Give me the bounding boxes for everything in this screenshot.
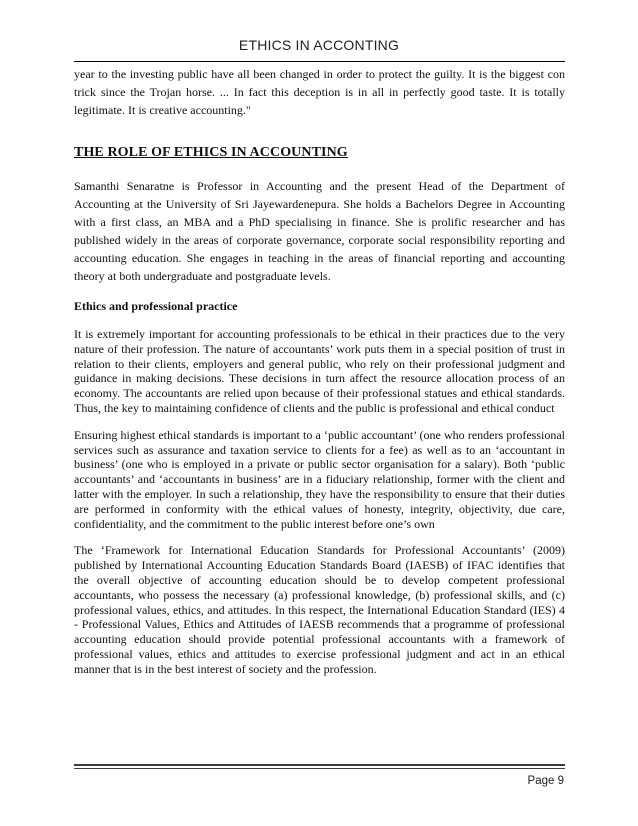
footer-rule xyxy=(74,764,565,766)
author-bio-paragraph: Samanthi Senaratne is Professor in Accounting and the present Head of the Department of Accounting at the University of Sri Jayewardenepura. She holds a Bachelors Degree in Accounting with a first class, an MBA and a PhD specialising in finance. She is prolific researcher and has published widely in the areas of corporate governance, corporate social responsibility reporting and accounting education. She engages in teaching in the areas of financial reporting and accounting theory at both undergraduate and postgraduate levels. xyxy=(74,179,565,283)
header-rule xyxy=(74,61,565,62)
page-number: Page 9 xyxy=(527,775,564,787)
footer-rule-thin xyxy=(74,768,565,769)
subsection-heading: Ethics and professional practice xyxy=(74,299,238,313)
body-paragraph: Ensuring highest ethical standards is important to a ‘public accountant’ (one who renders professional services such as assurance and taxation service to clients for a fee) as well as to an ‘accountant in business’ (one who is employed in a private or public sector organisation for a salary). Both ‘public accountants’ and ‘accountants in business’ are in a fiduciary relationship, former with the client and latter with the employer. In such a relationship, they have the responsibility to ensure that their duties are performed in conformity with the ethical values of honesty, integrity, objectivity, due care, confidentiality, and the commitment to the public interest before one’s own xyxy=(74,427,565,531)
running-header: ETHICS IN ACCONTING xyxy=(238,37,400,53)
section-heading: THE ROLE OF ETHICS IN ACCOUNTING xyxy=(74,145,348,160)
intro-continuation-paragraph: year to the investing public have all been changed in order to protect the guilty. It is the biggest con trick since the Trojan horse. ... In fact this deception is in all in perfectly good taste. It is totally legitimate. It is creative accounting." xyxy=(74,67,565,117)
page-content xyxy=(74,63,565,677)
body-paragraph: The ‘Framework for International Education Standards for Professional Accountants’ (2009) published by International Accounting Education Standards Board (IAESB) of IFAC identifies that the overall objective of accounting education should be to develop competent professional accountants, who possess the necessary (a) professional knowledge, (b) professional skills, and (c) professional values, ethics, and attitudes. In this respect, the International Education Standard (IES) 4 - Professional Values, Ethics and Attitudes of IAESB recommends that a programme of professional accounting education should provide potential professional accountants with a framework of professional values, ethics and attitudes to exercise professional judgment and act in an ethical manner that is in the best interest of society and the profession. xyxy=(74,543,565,676)
body-paragraph: It is extremely important for accounting professionals to be ethical in their practices due to the very nature of their profession. The nature of accountants’ work puts them in a special position of trust in relation to their clients, employers and general public, who rely on their professional judgment and guidance in making decisions. These decisions in turn affect the resource allocation process of an economy. The accountants are relied upon because of their professional statues and ethical standards. Thus, the key to maintaining confidence of clients and the public is professional and ethical conduct xyxy=(74,327,565,415)
